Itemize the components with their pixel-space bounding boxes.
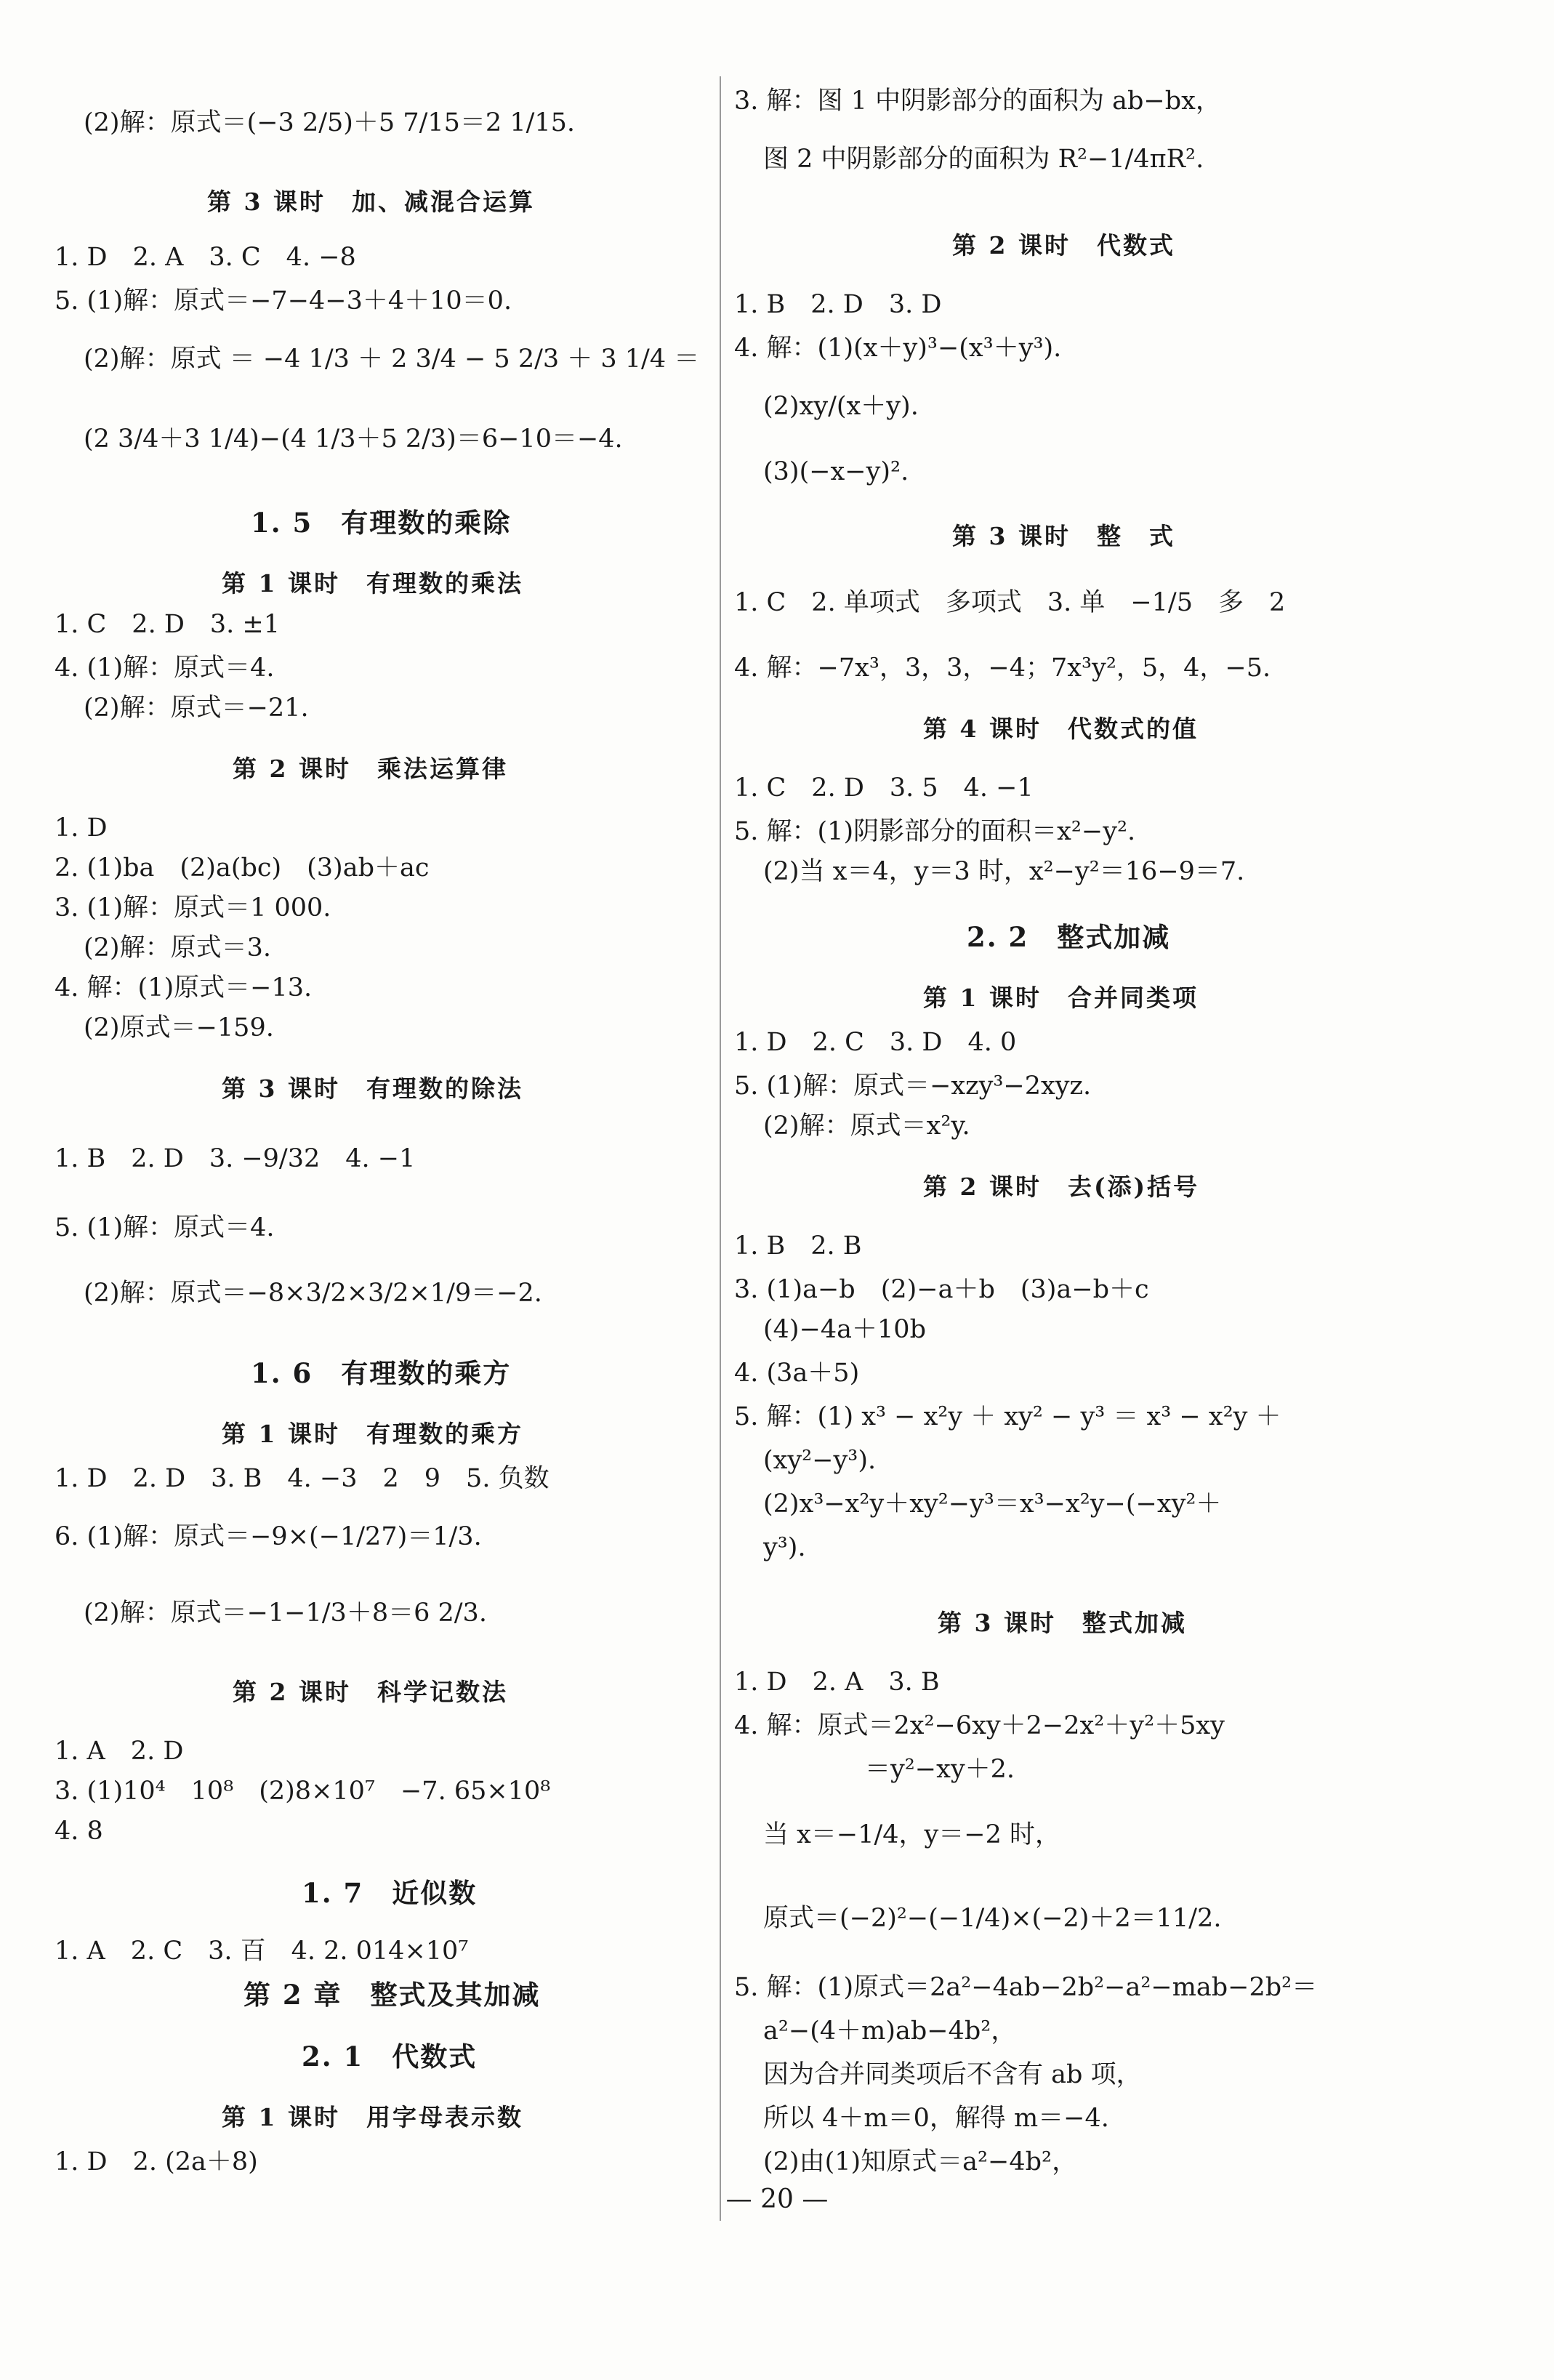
- section-heading: 1. 6 有理数的乘方: [251, 1357, 512, 1389]
- page-number: — 20 —: [725, 2184, 829, 2214]
- column-divider: [720, 76, 721, 2221]
- answer-line: 1. D 2. (2a＋8): [55, 2147, 258, 2176]
- answer-line: (xy²−y³).: [763, 1446, 877, 1475]
- answer-line: 1. B 2. D 3. −9/32 4. −1: [55, 1144, 416, 1173]
- answer-line: 1. D 2. A 3. C 4. −8: [55, 243, 356, 272]
- section-heading: 第 2 章 整式及其加减: [243, 1979, 541, 2011]
- answer-line: 5. (1)解：原式＝4.: [55, 1213, 275, 1242]
- section-heading: 2. 1 代数式: [302, 2041, 478, 2073]
- lesson-heading: 第 3 课时 有理数的除法: [222, 1074, 523, 1103]
- section-heading: 2. 2 整式加减: [967, 921, 1171, 953]
- answer-line: 4. (1)解：原式＝4.: [55, 654, 275, 683]
- answer-line: 1. C 2. D 3. ±1: [55, 610, 280, 639]
- answer-line: 1. D 2. C 3. D 4. 0: [734, 1028, 1017, 1057]
- answer-line: 原式＝(−2)²−(−1/4)×(−2)＋2＝11/2.: [763, 1904, 1222, 1933]
- answer-line: 1. C 2. D 3. 5 4. −1: [734, 773, 1034, 803]
- answer-line: (2)由(1)知原式＝a²−4b²，: [763, 2147, 1078, 2176]
- lesson-heading: 第 1 课时 合并同类项: [923, 984, 1199, 1012]
- answer-line: 3. (1)a−b (2)−a＋b (3)a−b＋c: [734, 1275, 1149, 1304]
- answer-line: (2)x³−x²y＋xy²−y³＝x³−x²y−(−xy²＋: [763, 1489, 1222, 1519]
- answer-line: 5. 解：(1)原式＝2a²−4ab−2b²−a²−mab−2b²＝: [734, 1973, 1318, 2002]
- lesson-heading: 第 2 课时 乘法运算律: [233, 755, 508, 783]
- answer-line: 1. D 2. A 3. B: [734, 1668, 940, 1697]
- answer-line: 图 2 中阴影部分的面积为 R²−1/4πR².: [763, 145, 1204, 174]
- answer-line: 1. A 2. D: [55, 1737, 184, 1766]
- lesson-heading: 第 3 课时 加、减混合运算: [207, 188, 535, 216]
- answer-line: 4. 8: [55, 1817, 103, 1846]
- answer-line: 4. 解：(1)(x＋y)³−(x³＋y³).: [734, 334, 1062, 363]
- answer-line: 2. (1)ba (2)a(bc) (3)ab＋ac: [55, 853, 430, 883]
- answer-line: (2)原式＝−159.: [84, 1013, 274, 1042]
- answer-line: (2)解：原式＝−1−1/3＋8＝6 2/3.: [84, 1599, 487, 1628]
- lesson-heading: 第 2 课时 科学记数法: [233, 1678, 508, 1706]
- lesson-heading: 第 2 课时 去(添)括号: [923, 1173, 1200, 1201]
- answer-line: y³).: [763, 1533, 806, 1562]
- lesson-heading: 第 1 课时 有理数的乘方: [222, 1420, 523, 1448]
- lesson-heading: 第 1 课时 有理数的乘法: [222, 569, 523, 598]
- answer-line: 1. C 2. 单项式 多项式 3. 单 −1/5 多 2: [734, 588, 1286, 617]
- answer-line: 4. 解：(1)原式＝−13.: [55, 973, 313, 1002]
- answer-line: (2)xy/(x＋y).: [763, 392, 919, 421]
- lesson-heading: 第 3 课时 整 式: [952, 522, 1175, 550]
- answer-line: 3. 解：图 1 中阴影部分的面积为 ab−bx，: [734, 87, 1221, 116]
- answer-line: 5. 解：(1) x³ − x²y ＋ xy² − y³ ＝ x³ − x²y ＋: [734, 1402, 1281, 1431]
- answer-line: (2)当 x＝4，y＝3 时，x²−y²＝16−9＝7.: [763, 857, 1245, 886]
- section-heading: 1. 5 有理数的乘除: [251, 507, 512, 539]
- answer-line: (2)解：原式＝−8×3/2×3/2×1/9＝−2.: [84, 1279, 542, 1308]
- answer-line: 4. 解：−7x³，3，3，−4；7x³y²，5，4，−5.: [734, 654, 1271, 683]
- lesson-heading: 第 1 课时 用字母表示数: [222, 2103, 523, 2131]
- answer-line: 5. (1)解：原式＝−xzy³−2xyz.: [734, 1072, 1092, 1101]
- section-heading: 1. 7 近似数: [302, 1877, 478, 1909]
- answer-line: 4. 解：原式＝2x²−6xy＋2−2x²＋y²＋5xy: [734, 1711, 1225, 1740]
- answer-line: 1. A 2. C 3. 百 4. 2. 014×10⁷: [55, 1937, 469, 1966]
- answer-line: 5. (1)解：原式＝−7−4−3＋4＋10＝0.: [55, 286, 512, 315]
- answer-line: 1. D 2. D 3. B 4. −3 2 9 5. 负数: [55, 1464, 549, 1493]
- answer-line: 因为合并同类项后不含有 ab 项，: [763, 2060, 1142, 2089]
- answer-line: 3. (1)10⁴ 10⁸ (2)8×10⁷ −7. 65×10⁸: [55, 1777, 551, 1806]
- answer-line: 4. (3a＋5): [734, 1359, 860, 1388]
- answer-line: (4)−4a＋10b: [763, 1315, 926, 1344]
- answer-line: (2)解：原式＝x²y.: [763, 1111, 970, 1141]
- answer-line: 所以 4＋m＝0，解得 m＝−4.: [763, 2104, 1109, 2133]
- answer-line: (2)解：原式＝−21.: [84, 694, 309, 723]
- answer-line: (3)(−x−y)².: [763, 457, 909, 486]
- answer-line: a²−(4＋m)ab−4b²，: [763, 2017, 1017, 2046]
- answer-line: 3. (1)解：原式＝1 000.: [55, 893, 331, 922]
- answer-line: 1. B 2. B: [734, 1231, 862, 1261]
- answer-line: 当 x＝−1/4，y＝−2 时，: [763, 1820, 1061, 1849]
- answer-line: 5. 解：(1)阴影部分的面积＝x²−y².: [734, 817, 1136, 846]
- answer-line: 1. B 2. D 3. D: [734, 290, 942, 319]
- answer-line: ＝y²−xy＋2.: [865, 1755, 1015, 1784]
- answer-line: (2 3/4＋3 1/4)−(4 1/3＋5 2/3)＝6−10＝−4.: [84, 425, 623, 454]
- lesson-heading: 第 3 课时 整式加减: [938, 1609, 1187, 1637]
- answer-line: (2)解：原式＝3.: [84, 933, 271, 962]
- answer-line: 1. D: [55, 813, 108, 843]
- answer-line: 6. (1)解：原式＝−9×(−1/27)＝1/3.: [55, 1522, 482, 1551]
- lesson-heading: 第 2 课时 代数式: [952, 231, 1175, 260]
- answer-line: (2)解：原式＝(−3 2/5)＋5 7/15＝2 1/15.: [84, 108, 576, 137]
- answer-line: (2)解：原式 ＝ −4 1/3 ＋ 2 3/4 − 5 2/3 ＋ 3 1/4 ＝: [84, 345, 700, 374]
- lesson-heading: 第 4 课时 代数式的值: [923, 715, 1199, 743]
